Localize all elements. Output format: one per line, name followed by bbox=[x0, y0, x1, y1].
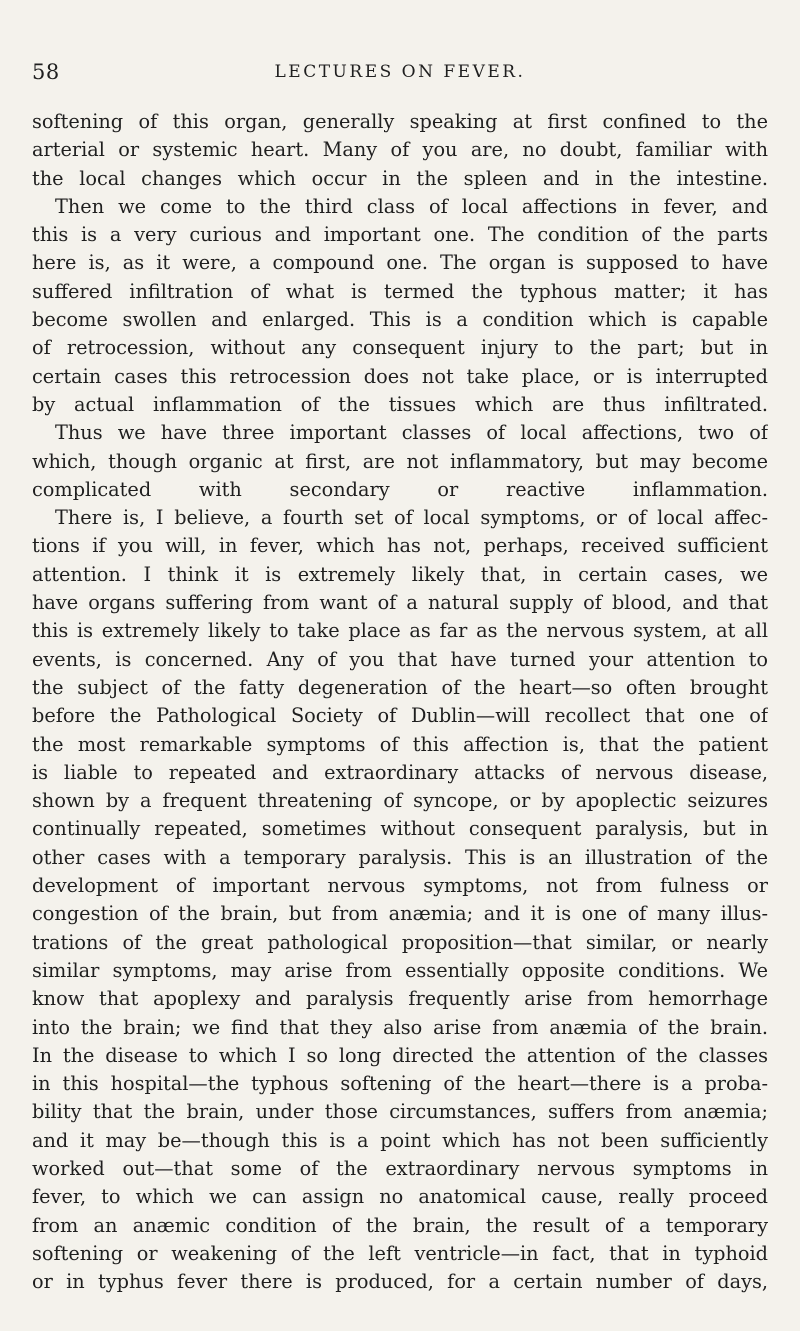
text-line: this is a very curious and important one. The condition of the parts bbox=[32, 223, 768, 247]
text-line: the local changes which occur in the spleen and in the intestine. bbox=[32, 166, 768, 190]
text-line: which, though organic at first, are not inflammatory, but may become bbox=[32, 449, 768, 473]
text-line: bility that the brain, under those circumstances, suffers from anæmia; bbox=[32, 1100, 768, 1124]
text-line: the most remarkable symptoms of this affection is, that the patient bbox=[32, 732, 768, 756]
text-line: know that apoplexy and paralysis frequently arise from hemorrhage bbox=[32, 987, 768, 1011]
text-line: softening or weakening of the left ventricle—in fact, that in typhoid bbox=[32, 1241, 768, 1265]
text-line: and it may be—though this is a point which has not been sufficiently bbox=[32, 1128, 768, 1152]
text-line: fever, to which we can assign no anatomical cause, really proceed bbox=[32, 1185, 768, 1209]
text-line: suffered infiltration of what is termed the typhous matter; it has bbox=[32, 279, 768, 303]
text-line: arterial or systemic heart. Many of you are, no doubt, familiar with bbox=[32, 138, 768, 162]
text-line: into the brain; we find that they also arise from anæmia of the brain. bbox=[32, 1015, 768, 1039]
text-line: trations of the great pathological proposition—that similar, or nearly bbox=[32, 930, 768, 954]
text-line: tions if you will, in fever, which has not, perhaps, received sufficient bbox=[32, 534, 768, 558]
text-line: development of important nervous symptoms, not from fulness or bbox=[32, 874, 768, 898]
text-line: or in typhus fever there is produced, for a certain number of days, bbox=[32, 1270, 768, 1294]
text-line: Thus we have three important classes of local affections, two of bbox=[55, 421, 768, 445]
text-line: this is extremely likely to take place as far as the nervous system, at all bbox=[32, 619, 768, 643]
text-line: similar symptoms, may arise from essentially opposite conditions. We bbox=[32, 958, 768, 982]
text-line: in this hospital—the typhous softening of the heart—there is a proba- bbox=[32, 1072, 768, 1096]
text-line: complicated with secondary or reactive inflammation. bbox=[32, 477, 768, 501]
text-line: attention. I think it is extremely likely that, in certain cases, we bbox=[32, 562, 768, 586]
running-title: LECTURES ON FEVER. bbox=[274, 62, 526, 82]
text-line: from an anæmic condition of the brain, the result of a temporary bbox=[32, 1213, 768, 1237]
text-line: events, is concerned. Any of you that have turned your attention to bbox=[32, 647, 768, 671]
text-line: the subject of the fatty degeneration of the heart—so often brought bbox=[32, 675, 768, 699]
text-line: have organs suffering from want of a natural supply of blood, and that bbox=[32, 591, 768, 615]
text-line: There is, I believe, a fourth set of local symptoms, or of local affec- bbox=[55, 506, 768, 530]
text-line: by actual inflammation of the tissues which are thus infiltrated. bbox=[32, 392, 768, 416]
text-line: Then we come to the third class of local affections in fever, and bbox=[55, 194, 768, 218]
text-line: shown by a frequent threatening of syncope, or by apoplectic seizures bbox=[32, 789, 768, 813]
text-line: here is, as it were, a compound one. The organ is supposed to have bbox=[32, 251, 768, 275]
text-line: become swollen and enlarged. This is a condition which is capable bbox=[32, 308, 768, 332]
text-line: certain cases this retrocession does not take place, or is interrupted bbox=[32, 364, 768, 388]
running-head bbox=[32, 57, 768, 87]
text-line: continually repeated, sometimes without consequent paralysis, but in bbox=[32, 817, 768, 841]
text-line: softening of this organ, generally speaking at first confined to the bbox=[32, 110, 768, 133]
text-line: congestion of the brain, but from anæmia; and it is one of many illus- bbox=[32, 902, 768, 926]
page-number: 58 bbox=[32, 60, 60, 84]
text-line: before the Pathological Society of Dublin—will recollect that one of bbox=[32, 704, 768, 728]
text-line: other cases with a temporary paralysis. This is an illustration of the bbox=[32, 845, 768, 869]
text-line: of retrocession, without any consequent injury to the part; but in bbox=[32, 336, 768, 360]
text-line: In the disease to which I so long directed the attention of the classes bbox=[32, 1043, 768, 1067]
text-line: is liable to repeated and extraordinary attacks of nervous disease, bbox=[32, 760, 768, 784]
body-text bbox=[32, 108, 768, 1296]
text-line: worked out—that some of the extraordinary nervous symptoms in bbox=[32, 1156, 768, 1180]
